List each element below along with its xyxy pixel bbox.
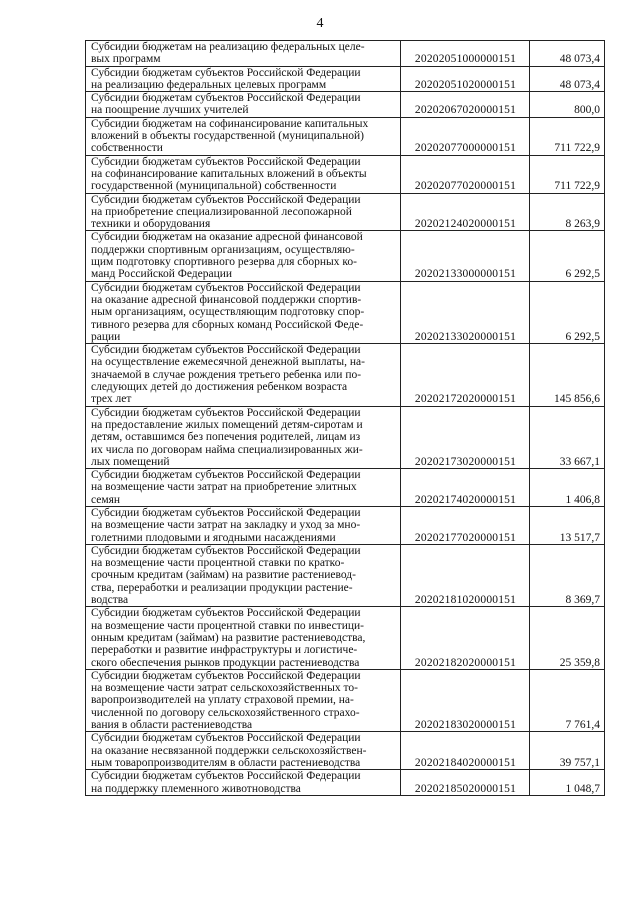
subsidy-name-cell <box>86 66 401 92</box>
subsidy-name-cell <box>86 544 401 606</box>
subsidy-name-line: вания в области растениеводства <box>91 719 253 732</box>
budget-code-cell: 20202172020000151 <box>401 344 530 406</box>
amount-cell: 8 263,9 <box>530 193 605 231</box>
subsidy-name-cell <box>86 281 401 343</box>
amount-cell: 145 856,6 <box>530 344 605 406</box>
table-row <box>86 506 605 544</box>
page-number: 4 <box>316 16 324 31</box>
subsidy-name-line: следующих детей до достижения ребенком возраста <box>91 381 348 394</box>
subsidy-name-line: техники и оборудования <box>91 218 211 231</box>
subsidy-name-line: Субсидии бюджетам субъектов Российской Федерации <box>91 92 361 105</box>
amount-cell: 6 292,5 <box>530 281 605 343</box>
budget-code-cell: 20202184020000151 <box>401 732 530 770</box>
subsidy-name-cell <box>86 406 401 468</box>
amount-cell: 7 761,4 <box>530 669 605 731</box>
subsidy-name-line: на возмещение части процентной ставки по инвестици- <box>91 619 365 632</box>
subsidy-name-cell <box>86 92 401 118</box>
subsidy-name-cell <box>86 344 401 406</box>
subsidy-name-line: Субсидии бюджетам на софинансирование капитальных <box>91 117 369 130</box>
subsidy-name-cell <box>86 41 401 67</box>
subsidy-name-line: онным кредитам (займам) на развитие растениеводства, <box>91 631 366 644</box>
subsidy-name-line: Субсидии бюджетам субъектов Российской Федерации <box>91 607 361 620</box>
amount-cell: 25 359,8 <box>530 607 605 669</box>
subsidy-name-line: рации <box>91 330 121 343</box>
amount-cell: 6 292,5 <box>530 231 605 281</box>
subsidy-name-line: ным товаропроизводителям в области растениеводства <box>91 756 361 769</box>
subsidy-name-line: на возмещение части затрат сельскохозяйственных то- <box>91 682 358 695</box>
subsidy-name-line: Субсидии бюджетам субъектов Российской Федерации <box>91 544 361 557</box>
subsidy-name-line: трех лет <box>91 393 132 406</box>
subsidy-name-line: на софинансирование капитальных вложений в объекты <box>91 167 367 180</box>
budget-code-cell: 20202133020000151 <box>401 281 530 343</box>
subsidy-name-line: семян <box>91 493 121 506</box>
budget-code-cell: 20202174020000151 <box>401 469 530 507</box>
table-row <box>86 155 605 193</box>
subsidy-name-line: Субсидии бюджетам субъектов Российской Федерации <box>91 469 361 482</box>
budget-code-cell: 20202051000000151 <box>401 41 530 67</box>
subsidy-name-line: ным организациям, осуществляющим подготовку спор- <box>91 306 365 319</box>
subsidy-name-line: значаемой в случае рождения третьего ребенка или по- <box>91 368 362 381</box>
subsidy-name-line: на возмещение части затрат на приобретение элитных <box>91 481 357 494</box>
table-row <box>86 406 605 468</box>
subsidy-name-line: варопроизводителей на уплату страховой премии, на- <box>91 694 354 707</box>
subsidy-name-cell <box>86 770 401 796</box>
table-row <box>86 231 605 281</box>
subsidy-name-cell <box>86 607 401 669</box>
amount-cell: 33 667,1 <box>530 406 605 468</box>
amount-cell: 1 406,8 <box>530 469 605 507</box>
amount-cell: 39 757,1 <box>530 732 605 770</box>
subsidy-name-line: на оказание несвязанной поддержки сельскохозяйствен- <box>91 744 367 757</box>
subsidy-name-line: манд Российской Федерации <box>91 268 233 281</box>
subsidy-name-line: тивного резерва для сборных команд Российской Феде- <box>91 318 364 331</box>
subsidy-name-line: Субсидии бюджетам субъектов Российской Федерации <box>91 506 361 519</box>
table-row <box>86 469 605 507</box>
subsidy-name-line: на оказание адресной финансовой поддержки спортив- <box>91 293 362 306</box>
subsidy-name-line: срочным кредитам (займам) на развитие растениевод- <box>91 569 356 582</box>
subsidy-name-line: Субсидии бюджетам субъектов Российской Федерации <box>91 770 361 783</box>
subsidy-name-cell <box>86 231 401 281</box>
table-row <box>86 607 605 669</box>
subsidy-name-line: на поддержку племенного животноводства <box>91 782 301 795</box>
amount-cell: 13 517,7 <box>530 506 605 544</box>
subsidy-name-line: Субсидии бюджетам субъектов Российской Федерации <box>91 732 361 745</box>
budget-code-cell: 20202133000000151 <box>401 231 530 281</box>
amount-cell: 8 369,7 <box>530 544 605 606</box>
subsidy-name-line: на приобретение специализированной лесопожарной <box>91 205 352 218</box>
subsidy-name-line: численной по договору сельскохозяйственного страхо- <box>91 706 360 719</box>
budget-table-body <box>86 41 605 796</box>
subsidy-name-line: Субсидии бюджетам на оказание адресной финансовой <box>91 231 363 244</box>
budget-code-cell: 20202051020000151 <box>401 66 530 92</box>
subsidy-name-line: Субсидии бюджетам субъектов Российской Федерации <box>91 344 361 357</box>
subsidy-name-line: вых программ <box>91 53 161 66</box>
subsidy-name-line: на возмещение части процентной ставки по кратко- <box>91 557 345 570</box>
subsidy-name-cell <box>86 506 401 544</box>
table-row <box>86 544 605 606</box>
table-row <box>86 41 605 67</box>
subsidy-name-line: Субсидии бюджетам субъектов Российской Федерации <box>91 406 361 419</box>
subsidy-name-cell <box>86 117 401 155</box>
budget-code-cell: 20202185020000151 <box>401 770 530 796</box>
amount-cell: 48 073,4 <box>530 66 605 92</box>
subsidy-name-line: Субсидии бюджетам субъектов Российской Федерации <box>91 281 361 294</box>
subsidy-name-line: водства <box>91 594 129 607</box>
amount-cell: 1 048,7 <box>530 770 605 796</box>
subsidy-name-line: щим подготовку спортивного резерва для сборных ко- <box>91 256 357 269</box>
subsidy-name-line: детям, оставшимся без попечения родителей, лицам из <box>91 431 361 444</box>
subsidy-name-line: на осуществление ежемесячной денежной выплаты, на- <box>91 356 365 369</box>
subsidy-name-line: Субсидии бюджетам субъектов Российской Федерации <box>91 669 361 682</box>
subsidy-name-cell <box>86 732 401 770</box>
budget-code-cell: 20202077020000151 <box>401 155 530 193</box>
subsidy-name-line: ского обеспечения рынков продукции растениеводства <box>91 656 360 669</box>
budget-code-cell: 20202183020000151 <box>401 669 530 731</box>
subsidy-name-line: лых помещений <box>91 455 170 468</box>
subsidy-name-line: Субсидии бюджетам субъектов Российской Федерации <box>91 66 361 79</box>
table-row <box>86 281 605 343</box>
subsidy-name-line: на предоставление жилых помещений детям-сиротам и <box>91 418 363 431</box>
subsidy-name-line: переработки и развитие инфраструктуры и логистиче- <box>91 644 358 657</box>
subsidy-name-line: Субсидии бюджетам субъектов Российской Федерации <box>91 155 361 168</box>
amount-cell: 711 722,9 <box>530 117 605 155</box>
table-row <box>86 117 605 155</box>
subsidy-name-line: на реализацию федеральных целевых программ <box>91 78 327 91</box>
subsidy-name-line: поддержки спортивным организациям, осуществляю- <box>91 243 355 256</box>
subsidy-name-line: на поощрение лучших учителей <box>91 104 249 117</box>
amount-cell: 48 073,4 <box>530 41 605 67</box>
table-row <box>86 732 605 770</box>
subsidy-name-cell <box>86 155 401 193</box>
table-row <box>86 344 605 406</box>
budget-code-cell: 20202077000000151 <box>401 117 530 155</box>
subsidy-name-cell <box>86 669 401 731</box>
budget-code-cell: 20202124020000151 <box>401 193 530 231</box>
budget-code-cell: 20202173020000151 <box>401 406 530 468</box>
subsidy-name-line: голетними плодовыми и ягодными насаждениями <box>91 531 336 544</box>
budget-code-cell: 20202182020000151 <box>401 607 530 669</box>
subsidy-name-cell <box>86 469 401 507</box>
subsidy-name-line: их числа по договорам найма специализированных жи- <box>91 443 363 456</box>
subsidy-name-line: собственности <box>91 142 163 155</box>
subsidy-name-line: Субсидии бюджетам субъектов Российской Федерации <box>91 193 361 206</box>
subsidy-name-line: Субсидии бюджетам на реализацию федеральных целе- <box>91 41 365 53</box>
budget-code-cell: 20202067020000151 <box>401 92 530 118</box>
budget-code-cell: 20202181020000151 <box>401 544 530 606</box>
subsidy-name-line: на возмещение части затрат на закладку и уход за мно- <box>91 519 361 532</box>
budget-code-cell: 20202177020000151 <box>401 506 530 544</box>
subsidy-name-line: государственной (муниципальной) собственности <box>91 180 337 193</box>
subsidy-name-cell <box>86 193 401 231</box>
amount-cell: 711 722,9 <box>530 155 605 193</box>
subsidy-name-line: ства, переработки и реализации продукции растение- <box>91 581 353 594</box>
table-row <box>86 92 605 118</box>
budget-table <box>85 40 605 796</box>
subsidy-name-line: вложений в объекты государственной (муниципальной) <box>91 130 364 143</box>
table-row <box>86 669 605 731</box>
amount-cell: 800,0 <box>530 92 605 118</box>
table-row <box>86 193 605 231</box>
table-row <box>86 66 605 92</box>
table-row <box>86 770 605 796</box>
